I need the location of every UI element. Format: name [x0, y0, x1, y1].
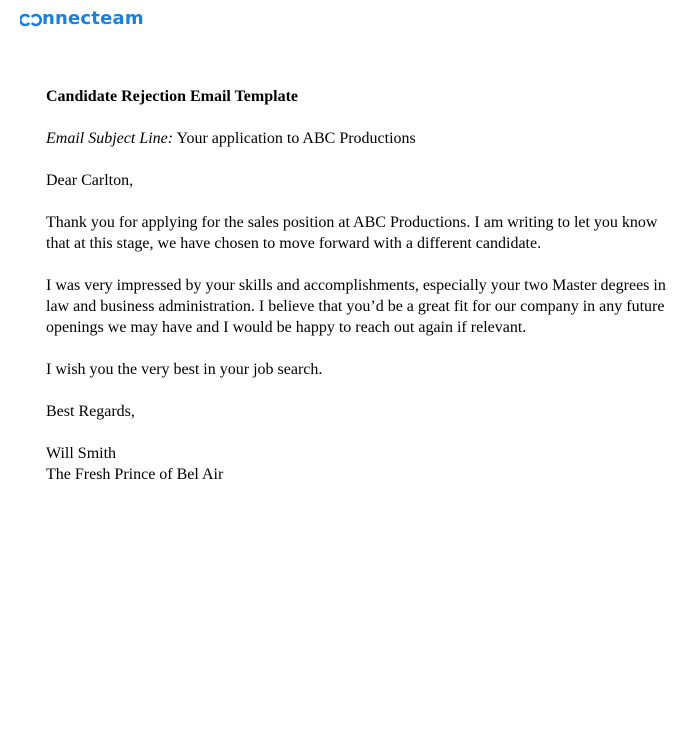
- subject-label: Email Subject Line:: [46, 130, 174, 147]
- paragraph-3: I wish you the very best in your job search.: [46, 361, 323, 378]
- connecteam-logo[interactable]: [20, 8, 144, 30]
- signature: [46, 443, 676, 485]
- paragraph-1: Thank you for applying for the sales position at ABC Productions. I am writing to let you know that at this stage, we have chosen to move forward with a different candidate.: [46, 214, 658, 252]
- paragraph-2: I was very impressed by your skills and accomplishments, especially your two Master degrees in law and business administration. I believe that you’d be a great fit for our company in any future openings we may have and I would be happy to reach out again if relevant.: [46, 277, 666, 336]
- greeting: Dear Carlton,: [46, 172, 134, 189]
- email-template: [46, 86, 676, 506]
- subject-value: Your application to ABC Productions: [176, 130, 416, 147]
- subject-line: [46, 128, 676, 149]
- closing: Best Regards,: [46, 403, 135, 420]
- brand-name: nnecteam: [42, 8, 144, 29]
- signature-title: The Fresh Prince of Bel Air: [46, 466, 224, 483]
- document-title: Candidate Rejection Email Template: [46, 88, 298, 105]
- signature-name: Will Smith: [46, 445, 117, 462]
- connecteam-logo-icon: [20, 12, 42, 28]
